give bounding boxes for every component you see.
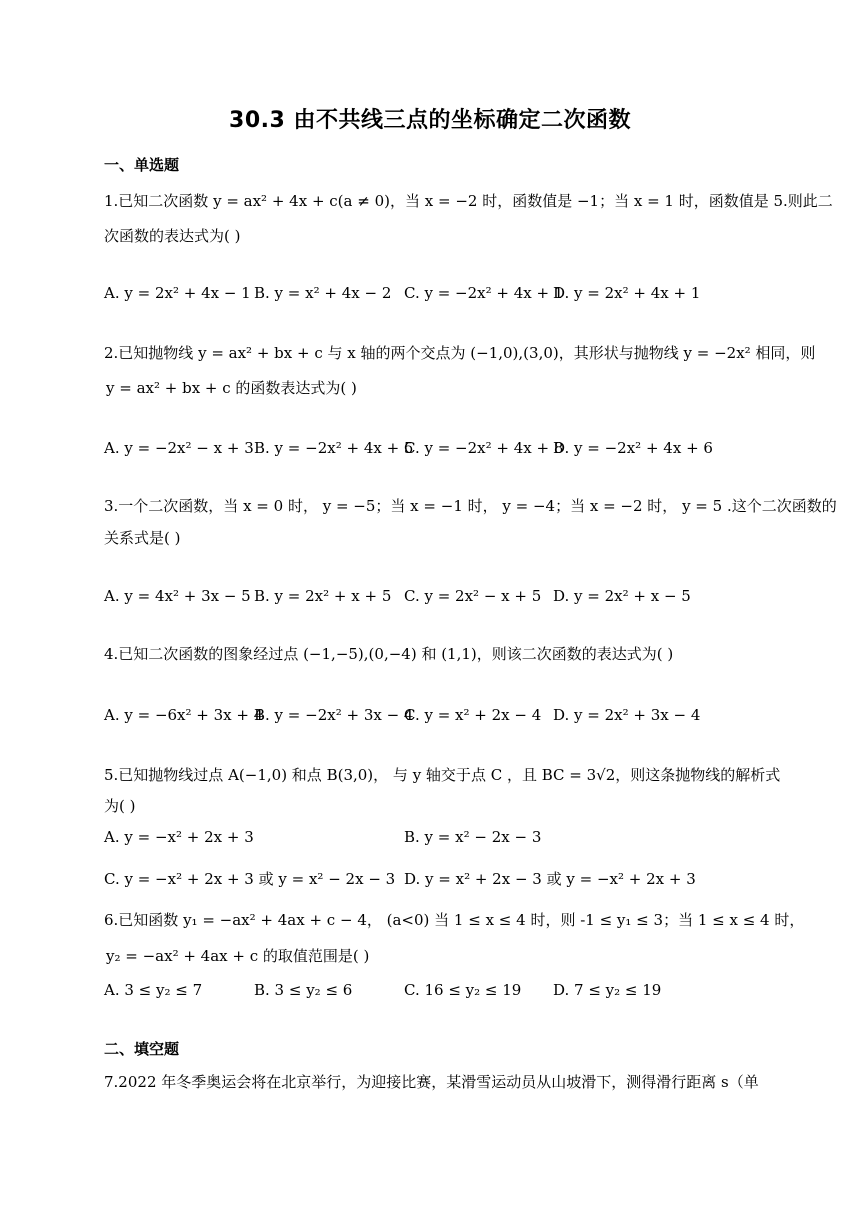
question-5-option-b: B. y = x² − 2x − 3: [404, 828, 542, 846]
question-3-text: 3.一个二次函数，当 x = 0 时， y = −5；当 x = −1 时， y = −4；当 x = −2 时， y = 5 .这个二次函数的: [104, 497, 837, 515]
question-1-option-c: C. y = −2x² + 4x + 1: [404, 284, 564, 302]
question-2-option-d: D. y = −2x² + 4x + 6: [553, 439, 713, 457]
page-title: 30.3 由不共线三点的坐标确定二次函数: [229, 108, 631, 133]
question-3-option-c: C. y = 2x² − x + 5: [404, 587, 542, 605]
question-6-option-a: A. 3 ≤ y₂ ≤ 7: [104, 981, 203, 999]
question-5-text-cont: 为( ): [104, 797, 136, 815]
question-5-text: 5.已知抛物线过点 A(−1,0) 和点 B(3,0)， 与 y 轴交于点 C ，且 BC = 3√2，则这条抛物线的解析式: [104, 766, 781, 784]
question-5-option-d: D. y = x² + 2x − 3 或 y = −x² + 2x + 3: [404, 870, 696, 888]
question-2-option-c: C. y = −2x² + 4x + 8: [404, 439, 564, 457]
question-7-text: 7.2022 年冬季奥运会将在北京举行，为迎接比赛，某滑雪运动员从山坡滑下，测得滑行距离 s（单: [104, 1073, 759, 1091]
section-heading-fill-in: 二、填空题: [104, 1040, 180, 1058]
question-6-option-c: C. 16 ≤ y₂ ≤ 19: [404, 981, 522, 999]
question-6-text: 6.已知函数 y₁ = −ax² + 4ax + c − 4， (a<0) 当 1 ≤ x ≤ 4 时，则 -1 ≤ y₁ ≤ 3；当 1 ≤ x ≤ 4 时，: [104, 911, 805, 929]
question-1-option-a: A. y = 2x² + 4x − 1: [104, 284, 251, 302]
question-3-option-d: D. y = 2x² + x − 5: [553, 587, 691, 605]
section-heading-single-choice: 一、单选题: [104, 156, 180, 174]
question-5-option-a: A. y = −x² + 2x + 3: [104, 828, 254, 846]
question-3-text-cont: 关系式是( ): [104, 529, 181, 547]
question-1-option-d: D. y = 2x² + 4x + 1: [553, 284, 701, 302]
question-1-text: 1.已知二次函数 y = ax² + 4x + c(a ≠ 0)，当 x = −2 时，函数值是 −1；当 x = 1 时，函数值是 5.则此二: [104, 192, 833, 210]
question-2-text-cont: y = ax² + bx + c 的函数表达式为( ): [106, 379, 357, 397]
question-6-option-d: D. 7 ≤ y₂ ≤ 19: [553, 981, 662, 999]
question-5-option-c: C. y = −x² + 2x + 3 或 y = x² − 2x − 3: [104, 870, 396, 888]
question-3-option-b: B. y = 2x² + x + 5: [254, 587, 392, 605]
question-4-text: 4.已知二次函数的图象经过点 (−1,−5),(0,−4) 和 (1,1)，则该二次函数的表达式为( ): [104, 645, 674, 663]
question-1-option-b: B. y = x² + 4x − 2: [254, 284, 392, 302]
question-4-option-b: B. y = −2x² + 3x − 4: [254, 706, 414, 724]
question-6-option-b: B. 3 ≤ y₂ ≤ 6: [254, 981, 353, 999]
question-4-option-c: C. y = x² + 2x − 4: [404, 706, 542, 724]
question-3-option-a: A. y = 4x² + 3x − 5: [104, 587, 251, 605]
question-2-option-a: A. y = −2x² − x + 3: [104, 439, 254, 457]
question-2-option-b: B. y = −2x² + 4x + 5: [254, 439, 414, 457]
question-4-option-a: A. y = −6x² + 3x + 4: [104, 706, 264, 724]
question-1-text-cont: 次函数的表达式为( ): [104, 227, 241, 245]
question-2-text: 2.已知抛物线 y = ax² + bx + c 与 x 轴的两个交点为 (−1,0),(3,0)，其形状与抛物线 y = −2x² 相同，则: [104, 344, 816, 362]
question-4-option-d: D. y = 2x² + 3x − 4: [553, 706, 701, 724]
question-6-text-cont: y₂ = −ax² + 4ax + c 的取值范围是( ): [106, 947, 370, 965]
